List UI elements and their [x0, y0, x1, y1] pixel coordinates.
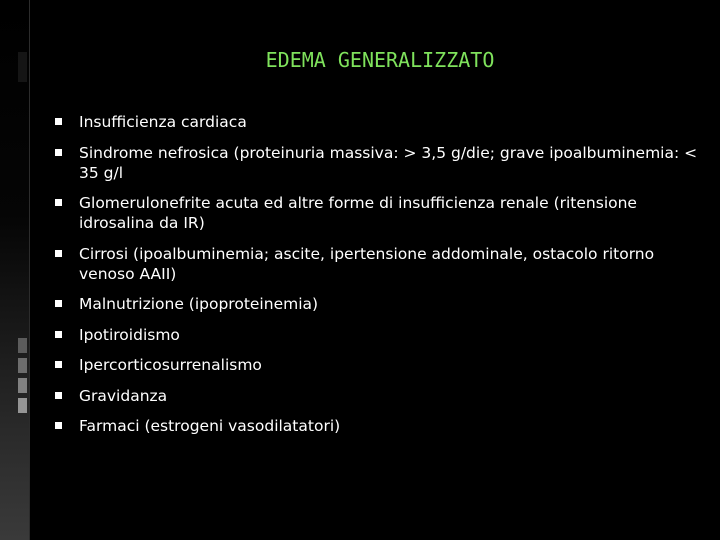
bullet-item	[55, 112, 705, 132]
bullet-item	[55, 244, 705, 284]
bullet-text: Ipercorticosurrenalismo	[79, 356, 262, 374]
square-bullet-icon	[55, 331, 62, 338]
square-bullet-icon	[55, 199, 62, 206]
decorative-marker-block	[18, 378, 27, 393]
left-strip-divider	[29, 0, 30, 540]
decorative-marker-block	[18, 338, 27, 353]
decorative-marker-block	[18, 398, 27, 413]
bullet-item	[55, 193, 705, 233]
square-bullet-icon	[55, 149, 62, 156]
bullet-text: Cirrosi (ipoalbuminemia; ascite, ipertensione addominale, ostacolo ritorno venoso AAII)	[79, 244, 655, 283]
bullet-text: Ipotiroidismo	[79, 325, 180, 344]
bullet-item	[55, 325, 705, 345]
bullet-item	[55, 143, 705, 183]
bullet-text: Farmaci (estrogeni vasodilatatori)	[79, 417, 341, 435]
square-bullet-icon	[55, 422, 62, 429]
bullet-item	[55, 416, 705, 436]
square-bullet-icon	[55, 361, 62, 368]
bullet-item	[55, 294, 705, 314]
slide-title: EDEMA GENERALIZZATO	[265, 48, 495, 72]
bullet-text: Malnutrizione (ipoproteinemia)	[79, 295, 319, 313]
square-bullet-icon	[55, 250, 62, 257]
decorative-marker-block	[18, 358, 27, 373]
bullet-item	[55, 355, 705, 375]
square-bullet-icon	[55, 118, 62, 125]
bullet-text: Glomerulonefrite acuta ed altre forme di insufficienza renale (ritensione idrosalina da IR)	[79, 194, 637, 232]
square-bullet-icon	[55, 392, 62, 399]
bullet-list	[55, 112, 705, 447]
bullet-text: Sindrome nefrosica (proteinuria massiva: > 3,5 g/die; grave ipoalbuminemia: < 35 g/l	[79, 143, 698, 182]
title-marker-block	[18, 52, 27, 82]
bullet-text: Insufficienza cardiaca	[79, 113, 247, 131]
bullet-text: Gravidanza	[79, 386, 168, 405]
bullet-item	[55, 386, 705, 406]
square-bullet-icon	[55, 300, 62, 307]
